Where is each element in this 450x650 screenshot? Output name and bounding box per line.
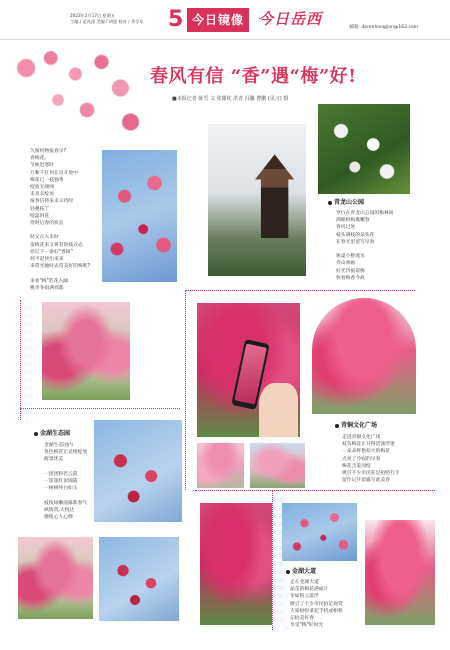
dotted-divider xyxy=(185,290,186,490)
poem-line: 枝头梅花正开得活泼浮迷 xyxy=(342,442,395,448)
poem-line: 未及未绽放 xyxy=(30,192,54,198)
poem-line: 在春光里留写早春 xyxy=(336,239,375,245)
location-title-bronze-culture-square xyxy=(335,420,377,429)
intro-poem xyxy=(30,148,102,292)
location-title-jinhu-avenue xyxy=(286,566,316,575)
location-title-qinglongshan xyxy=(328,197,364,206)
byline: ■本报记者 陈雪 文 张滕钦 洪青 冯馨 曹鹏 (见习) 摄 xyxy=(172,96,289,102)
poem-line: 枝枝绿嫩面露新春气 xyxy=(44,500,88,506)
dotted-divider xyxy=(20,300,21,420)
poem-line: 走进青铜文化广场 xyxy=(342,435,381,440)
poem-line: 好光待振谊梅 xyxy=(336,268,365,274)
poem-line: 快看梅香今故 xyxy=(336,275,365,281)
bullet-icon xyxy=(34,432,38,436)
poem-line: 记拍美好春 xyxy=(290,616,314,622)
poem-line: 久闻何物报春早? xyxy=(30,149,67,154)
poem-line: 一朵朵鲜艳似火的梅花 xyxy=(342,449,390,455)
masthead xyxy=(0,0,450,40)
bullet-icon xyxy=(286,570,290,574)
poem-line xyxy=(30,270,102,277)
poem-line: 绽放无端闻 xyxy=(30,185,54,191)
dotted-divider xyxy=(20,408,180,409)
poem-line: 一树树纯白如玉 xyxy=(44,486,78,492)
poem-line: 枝头满枝的朵头花 xyxy=(336,232,375,238)
date-line: 2023年2月17日 星期五 xyxy=(70,13,116,18)
photo-red-blossom-bottom xyxy=(99,537,179,621)
photo-pink-blossoms-blue-sky xyxy=(102,150,177,282)
poem-line: 穿行在青龙山公园的梅林间 xyxy=(336,211,394,216)
poem-line: 一团团粉若云霞 xyxy=(44,471,78,477)
poem-line: 时又正入未时 xyxy=(30,235,59,241)
poem-line: 大家纷纷拿起手机或相机 xyxy=(290,608,343,614)
poem-line: 雷梅花来又将有的枝式态 xyxy=(30,242,83,248)
photo-arched-blossom-tree xyxy=(312,298,416,414)
plum-branch-decoration xyxy=(0,40,145,140)
staff-line: 主编 / 范兆逸 美编 / 胡恩 校对 / 季学东 xyxy=(70,19,144,24)
poem-bronze-culture-square xyxy=(342,434,422,484)
poem-line: 节候迟寒时 xyxy=(30,163,54,169)
hand xyxy=(259,383,298,437)
poem-line: 留作记住留露写此美春 xyxy=(342,478,390,484)
photo-jinhu-avenue-trees xyxy=(365,520,435,625)
page-number: 5 xyxy=(168,7,184,32)
photo-blossom-tree-street xyxy=(200,503,272,625)
contact-email: 邮箱: dpnmhongjian@163.com xyxy=(349,25,418,30)
location-name: 金湖大道 xyxy=(292,568,317,575)
poem-line: 万紫千红何在尽开放中 xyxy=(30,170,78,176)
section-title: 今日镜像 xyxy=(187,8,249,32)
poem-line xyxy=(30,227,102,234)
dotted-divider xyxy=(195,490,435,491)
poem-qinglongshan xyxy=(336,210,416,282)
newspaper-logo: 今日岳西 xyxy=(258,10,323,28)
poem-line: 各色梅花正竞相绽放 xyxy=(44,450,88,456)
poem-line: 春风过处 xyxy=(336,225,356,231)
poem-line: 但记下一条好"香线" xyxy=(30,249,73,255)
poem-line: 点亮了冷寂的早春 xyxy=(342,456,381,462)
poem-line xyxy=(336,246,416,253)
photo-pavilion-trees xyxy=(208,124,306,276)
poem-line: 金湖生态园内 xyxy=(44,443,73,448)
location-name: 青龙山公园 xyxy=(334,199,365,206)
photo-small-blossom xyxy=(197,443,244,488)
poem-line: 满眼粉梅裹嫩春 xyxy=(336,218,370,224)
location-title-jinhu-ecopark xyxy=(34,428,70,437)
photo-blossom-bottom-left xyxy=(18,537,93,619)
location-name: 青铜文化广场 xyxy=(341,422,378,429)
poem-line: 梅花已一枝独秀 xyxy=(30,177,64,183)
poem-line: 桃李冬雨满郊都 xyxy=(30,285,64,291)
photo-red-plum-branch xyxy=(94,420,182,522)
poem-jinhu-ecopark xyxy=(44,442,100,521)
location-name: 金湖生态园 xyxy=(40,430,71,437)
poem-line: 纵情赏,大悦达 xyxy=(44,507,75,513)
bullet-icon xyxy=(335,424,339,428)
poem-line: 休桌小桥流水 xyxy=(336,254,365,260)
poem-line: 报春信将来未示待时 xyxy=(30,199,74,205)
poem-line: 青梅花, xyxy=(30,156,46,162)
poem-line: 梅花含羞而绽 xyxy=(342,463,371,469)
poem-line: 何不赶快出来来 xyxy=(30,257,64,263)
bullet-icon xyxy=(328,201,332,205)
poem-line: 乔山翠画 xyxy=(336,261,356,267)
poem-jinhu-avenue xyxy=(290,579,366,629)
poem-line: 来赏光抽时去赏美好的梅呢? xyxy=(30,264,91,270)
photo-white-plum-blossoms xyxy=(318,104,410,194)
poem-line: 吸引了不少市民拍足观赏 xyxy=(290,601,343,607)
poem-line: 来看"梅"若花入邮 xyxy=(30,278,68,284)
poem-line: 绽蕊时花 xyxy=(30,213,50,219)
poem-line xyxy=(44,492,100,499)
pavilion-shape xyxy=(255,154,294,238)
photo-pink-blossom-closeup xyxy=(42,302,130,400)
photo-phone-taking-picture xyxy=(197,303,300,437)
poem-line: 一簇簇红似锦霞 xyxy=(44,479,78,485)
poem-line: 享受"梅"好时光 xyxy=(290,623,324,629)
poem-line: 晶莹的梅花满成片 xyxy=(290,587,329,593)
dotted-divider xyxy=(185,290,415,291)
photo-small-blossom-pink xyxy=(250,443,305,488)
photo-blossom-sky-small xyxy=(282,503,357,561)
poem-line: 轻叠枝丫 xyxy=(30,206,50,212)
poem-line: 冬如粉云落浮 xyxy=(290,594,319,600)
poem-line xyxy=(44,464,100,471)
masthead-meta xyxy=(70,13,180,25)
poem-line: 吸引不少市民驻足拍照打卡 xyxy=(342,471,400,477)
headline: 春风有信 “香”遇“梅”好! xyxy=(150,66,357,87)
dotted-divider xyxy=(272,490,273,630)
poem-line: 俯景优美 xyxy=(44,457,64,463)
poem-line: 撩拨心人心脾 xyxy=(44,515,73,521)
poem-line: 待时后春的状态 xyxy=(30,221,64,227)
poem-line: 走在金湖大道 xyxy=(290,580,319,585)
